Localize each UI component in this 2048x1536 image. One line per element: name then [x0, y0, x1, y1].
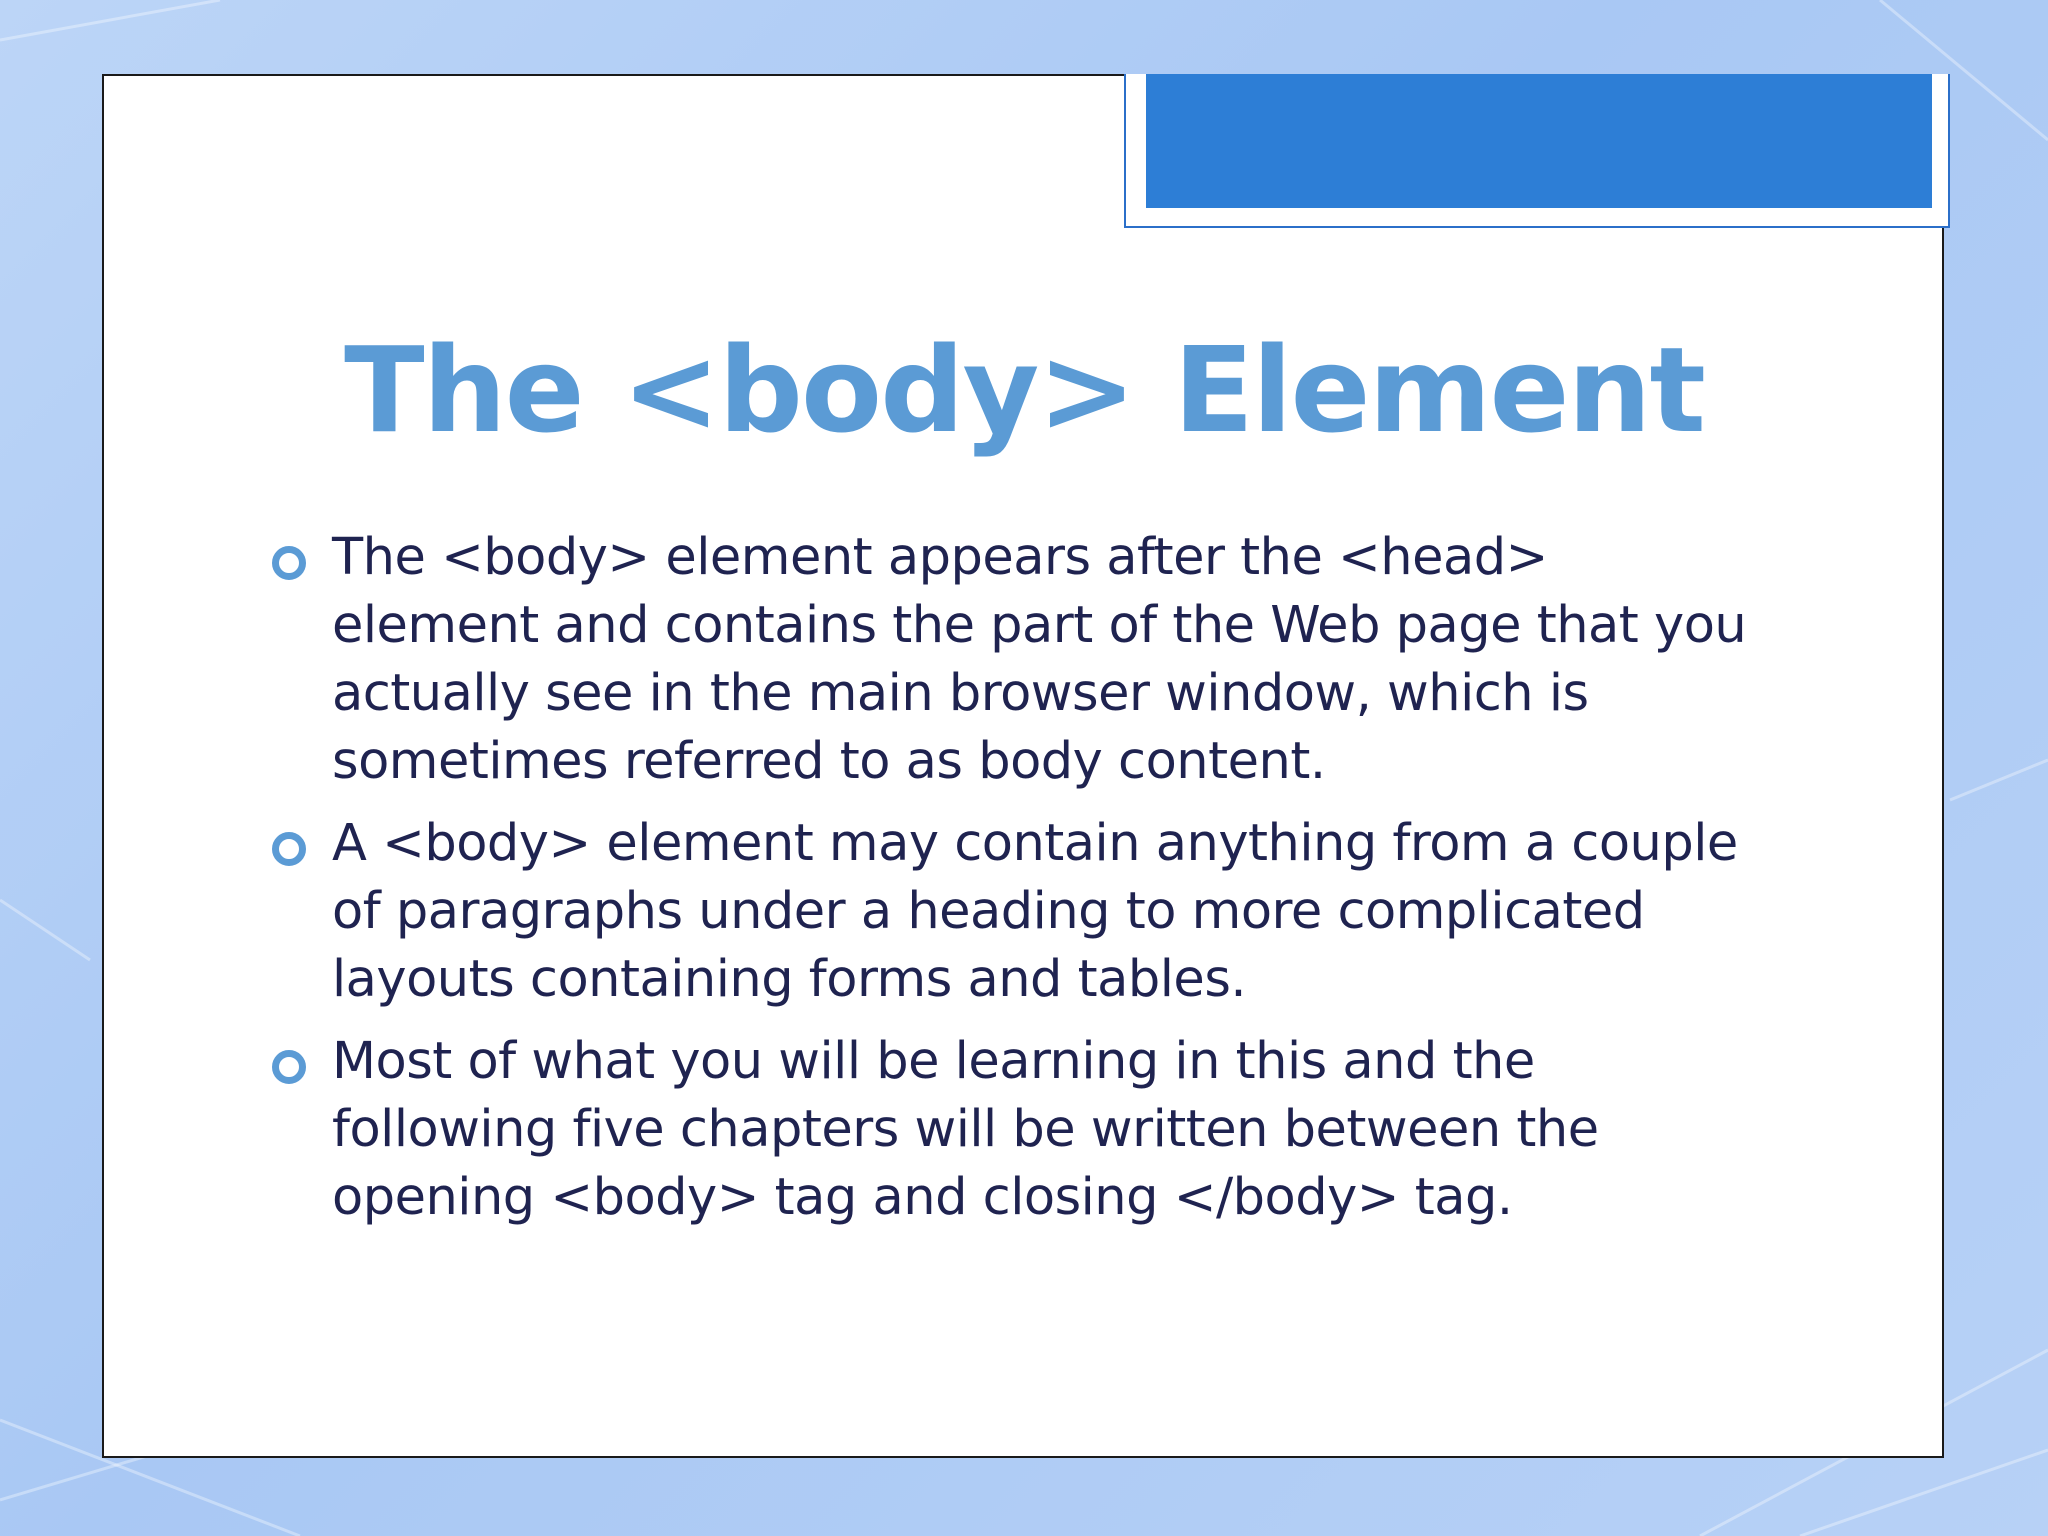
slide-title: The <body> Element — [344, 321, 1704, 459]
hollow-circle-bullet-icon — [272, 546, 306, 580]
hollow-circle-bullet-icon — [272, 832, 306, 866]
bullet-text: A <body> element may contain anything from a couple of paragraphs under a heading to more complicated layouts containing forms and tables. — [332, 814, 1738, 1009]
hollow-circle-bullet-icon — [272, 1050, 306, 1084]
bullet-item — [272, 524, 1752, 796]
bullet-text: Most of what you will be learning in this and the following five chapters will be written between the opening <body> tag and closing </body> tag. — [332, 1032, 1599, 1227]
accent-frame — [1124, 74, 1950, 228]
accent-block — [1146, 74, 1932, 208]
bullet-item — [272, 1028, 1752, 1232]
bullet-text: The <body> element appears after the <head> element and contains the part of the Web page that you actually see in the main browser window, which is sometimes referred to as body content. — [332, 528, 1747, 791]
bullet-item — [272, 810, 1752, 1014]
bullet-list — [272, 524, 1752, 1246]
